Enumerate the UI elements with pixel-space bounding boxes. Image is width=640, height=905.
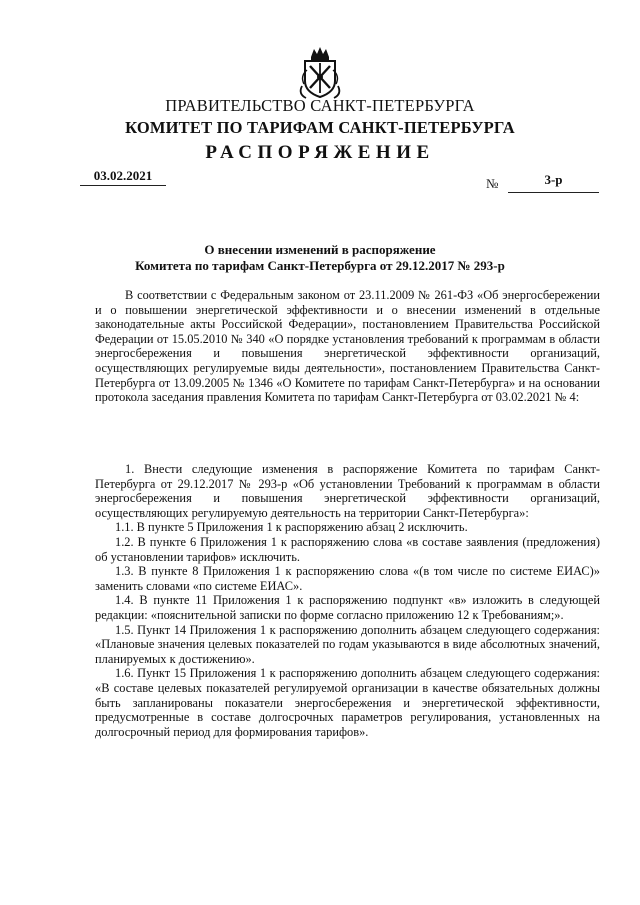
committee-title: КОМИТЕТ ПО ТАРИФАМ САНКТ-ПЕТЕРБУРГА (125, 118, 515, 137)
item-1-6: 1.6. Пункт 15 Приложения 1 к распоряжению дополнить абзацем следующего содержания: «В составе целевых показателей регулируемой организации в качестве обязательных должны быть запланированы показатели энергосбережения и энергетической эффективности, предусмотренные в составе долгосрочных параметров регулирования, установленных на долгосрочный период для формирования тарифов». (95, 666, 600, 739)
item-1-5: 1.5. Пункт 14 Приложения 1 к распоряжению дополнить абзацем следующего содержания: «Плановые значения целевых показателей по годам указываются в виде абсолютных значений, планируемых к достижению». (95, 622, 600, 666)
government-title: ПРАВИТЕЛЬСТВО САНКТ-ПЕТЕРБУРГА (165, 96, 475, 115)
preamble-block (95, 288, 600, 405)
number-label: № (486, 176, 499, 191)
items-block (95, 462, 600, 739)
item-1: 1. Внести следующие изменения в распоряжение Комитета по тарифам Санкт-Петербурга от 29.12.2017 № 293-р «Об установлении Требований к программам в области энергосбережения и повышения энергетической эффективности организаций, осуществляющих регулируемую деятельность на территории Санкт-Петербурга»: (95, 462, 600, 520)
document-date: 03.02.2021 (80, 168, 166, 186)
document-type: РАСПОРЯЖЕНИЕ (205, 142, 435, 163)
number-value: 3-р (508, 172, 599, 193)
item-1-2: 1.2. В пункте 6 Приложения 1 к распоряжению слова «в составе заявления (предложения) об установлении тарифов» исключить. (95, 534, 600, 564)
subject-line-1: О внесении изменений в распоряжение (204, 242, 436, 257)
preamble-paragraph: В соответствии с Федеральным законом от 23.11.2009 № 261-ФЗ «Об энергосбережении и о повышении энергетической эффективности и о внесении изменений в отдельные законодательные акты Российской Федерации», постановлением Правительства Российской Федерации от 15.05.2010 № 340 «О порядке установления требований к программам в области энергосбережения и повышения энергетической эффективности организаций, осуществляющих регулируемые виды деятельности», постановлением Правительства Санкт-Петербурга от 13.09.2005 № 1346 «О Комитете по тарифам Санкт-Петербурга» и на основании протокола заседания правления Комитета по тарифам Санкт-Петербурга от 03.02.2021 № 4: (95, 288, 600, 405)
subject-line-2: Комитета по тарифам Санкт-Петербурга от 29.12.2017 № 293-р (135, 258, 505, 273)
document-number (486, 172, 599, 194)
item-1-4: 1.4. В пункте 11 Приложения 1 к распоряжению подпункт «в» изложить в следующей редакции: «пояснительной записки по форме согласно приложению 12 к Требованиям;». (95, 593, 600, 622)
item-1-3: 1.3. В пункте 8 Приложения 1 к распоряжению слова «(в том числе по системе ЕИАС)» заменить словами «по системе ЕИАС». (95, 564, 600, 593)
item-1-1: 1.1. В пункте 5 Приложения 1 к распоряжению абзац 2 исключить. (115, 520, 468, 535)
st-petersburg-coat-of-arms (296, 46, 344, 102)
